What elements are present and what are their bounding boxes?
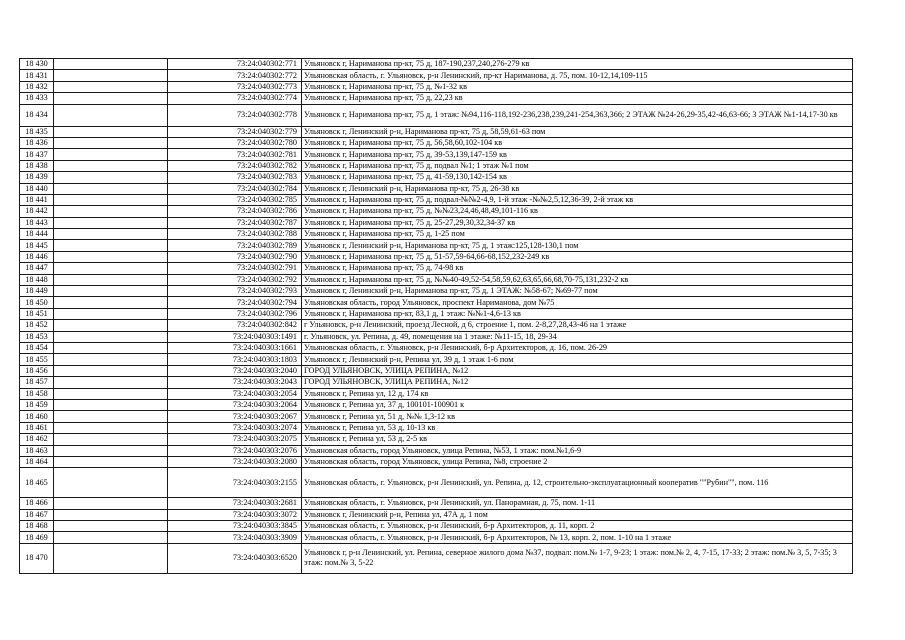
table-row: [20, 320, 853, 331]
row-number: 18 453: [20, 331, 54, 342]
empty-cell: [54, 240, 168, 251]
empty-cell: [54, 206, 168, 217]
row-number: 18 442: [20, 206, 54, 217]
address-cell: Ульяновская область, г. Ульяновск, р-н Ленинский, ул. Репина, д. 12, строительно-эксплуатационный кооператив ""Рубин"", пом. 116: [302, 468, 853, 498]
row-number: 18 447: [20, 263, 54, 274]
row-number: 18 461: [20, 422, 54, 433]
table-row: [20, 422, 853, 433]
empty-cell: [54, 468, 168, 498]
empty-cell: [54, 331, 168, 342]
address-cell: Ульяновск г, Нариманова пр-кт, 75 д, 39-53,139,147-159 кв: [302, 149, 853, 160]
address-cell: Ульяновск г, Нариманова пр-кт, 75 д, 56,58,60,102-104 кв: [302, 137, 853, 148]
cadastral-number: 73:24:040303:3845: [168, 521, 302, 532]
cadastral-number: 73:24:040302:778: [168, 104, 302, 126]
empty-cell: [54, 399, 168, 410]
empty-cell: [54, 320, 168, 331]
empty-cell: [54, 532, 168, 543]
cadastral-number: 73:24:040303:2080: [168, 456, 302, 467]
cadastral-number: 73:24:040302:842: [168, 320, 302, 331]
address-cell: Ульяновск г, Нариманова пр-кт, 75 д, 22,23 кв: [302, 93, 853, 104]
row-number: 18 469: [20, 532, 54, 543]
row-number: 18 452: [20, 320, 54, 331]
cadastral-number: 73:24:040302:792: [168, 274, 302, 285]
row-number: 18 431: [20, 70, 54, 81]
row-number: 18 457: [20, 377, 54, 388]
row-number: 18 432: [20, 81, 54, 92]
empty-cell: [54, 498, 168, 509]
table-row: [20, 126, 853, 137]
cadastral-number: 73:24:040303:2054: [168, 388, 302, 399]
address-cell: Ульяновская область, г. Ульяновск, р-н Ленинский, пр-кт Нариманова, д. 75, пом. 10-12,14,109-115: [302, 70, 853, 81]
empty-cell: [54, 251, 168, 262]
table-row: [20, 468, 853, 498]
row-number: 18 465: [20, 468, 54, 498]
row-number: 18 434: [20, 104, 54, 126]
row-number: 18 460: [20, 411, 54, 422]
empty-cell: [54, 456, 168, 467]
cadastral-number: 73:24:040303:2075: [168, 434, 302, 445]
empty-cell: [54, 59, 168, 70]
empty-cell: [54, 137, 168, 148]
row-number: 18 430: [20, 59, 54, 70]
table-row: [20, 308, 853, 319]
address-cell: Ульяновск г, Нариманова пр-кт, 75 д, №№23,24,46,48,49,101-116 кв: [302, 206, 853, 217]
cadastral-number: 73:24:040303:2064: [168, 399, 302, 410]
row-number: 18 466: [20, 498, 54, 509]
table-row: [20, 286, 853, 297]
empty-cell: [54, 104, 168, 126]
empty-cell: [54, 81, 168, 92]
cadastral-number: 73:24:040302:783: [168, 172, 302, 183]
cadastral-number: 73:24:040303:3072: [168, 509, 302, 520]
cadastral-number: 73:24:040302:794: [168, 297, 302, 308]
table-row: [20, 160, 853, 171]
empty-cell: [54, 274, 168, 285]
cadastral-number: 73:24:040302:793: [168, 286, 302, 297]
empty-cell: [54, 229, 168, 240]
cadastral-number: 73:24:040302:781: [168, 149, 302, 160]
cadastral-number: 73:24:040303:2040: [168, 365, 302, 376]
table-row: [20, 217, 853, 228]
row-number: 18 450: [20, 297, 54, 308]
table-row: [20, 93, 853, 104]
cadastral-number: 73:24:040302:788: [168, 229, 302, 240]
table-row: [20, 411, 853, 422]
table-row: [20, 229, 853, 240]
address-cell: Ульяновск г, Нариманова пр-кт, 75 д, 74-98 кв: [302, 263, 853, 274]
row-number: 18 436: [20, 137, 54, 148]
row-number: 18 446: [20, 251, 54, 262]
table-row: [20, 354, 853, 365]
empty-cell: [54, 342, 168, 353]
cadastral-number: 73:24:040302:785: [168, 194, 302, 205]
empty-cell: [54, 354, 168, 365]
address-cell: Ульяновск г, Нариманова пр-кт, 75 д, №1-32 кв: [302, 81, 853, 92]
row-number: 18 444: [20, 229, 54, 240]
row-number: 18 443: [20, 217, 54, 228]
table-row: [20, 498, 853, 509]
address-cell: Ульяновск г, Нариманова пр-кт, 75 д, подвал-№№2-4,9, 1-й этаж -№№2,5,12,36-39, 2-й этаж кв: [302, 194, 853, 205]
empty-cell: [54, 149, 168, 160]
empty-cell: [54, 388, 168, 399]
empty-cell: [54, 297, 168, 308]
cadastral-number: 73:24:040303:1661: [168, 342, 302, 353]
table-row: [20, 456, 853, 467]
address-cell: Ульяновск г, Ленинский р-н, Нариманова пр-кт, 75 д, 1 этаж:125,128-130,1 пом: [302, 240, 853, 251]
table-row: [20, 532, 853, 543]
table-row: [20, 388, 853, 399]
empty-cell: [54, 422, 168, 433]
cadastral-number: 73:24:040302:779: [168, 126, 302, 137]
table-row: [20, 70, 853, 81]
table-row: [20, 240, 853, 251]
cadastral-number: 73:24:040303:2076: [168, 445, 302, 456]
table-row: [20, 521, 853, 532]
cadastral-number: 73:24:040303:6520: [168, 543, 302, 573]
row-number: 18 456: [20, 365, 54, 376]
row-number: 18 455: [20, 354, 54, 365]
cadastral-number: 73:24:040303:2155: [168, 468, 302, 498]
cadastral-number: 73:24:040302:791: [168, 263, 302, 274]
table-row: [20, 377, 853, 388]
row-number: 18 433: [20, 93, 54, 104]
table-row: [20, 137, 853, 148]
empty-cell: [54, 194, 168, 205]
row-number: 18 458: [20, 388, 54, 399]
cadastral-number: 73:24:040302:772: [168, 70, 302, 81]
address-cell: Ульяновская область, г. Ульяновск, р-н Ленинский, б-р Архитекторов, д. 11, корп. 2: [302, 521, 853, 532]
empty-cell: [54, 521, 168, 532]
row-number: 18 449: [20, 286, 54, 297]
table-row: [20, 104, 853, 126]
row-number: 18 448: [20, 274, 54, 285]
table-row: [20, 297, 853, 308]
cadastral-number: 73:24:040302:786: [168, 206, 302, 217]
empty-cell: [54, 411, 168, 422]
table-body: [20, 59, 853, 574]
document-page: [19, 58, 852, 574]
table-row: [20, 81, 853, 92]
address-cell: ГОРОД УЛЬЯНОВСК, УЛИЦА РЕПИНА, №12: [302, 377, 853, 388]
cadastral-number: 73:24:040302:787: [168, 217, 302, 228]
cadastral-number: 73:24:040303:2681: [168, 498, 302, 509]
table-row: [20, 509, 853, 520]
row-number: 18 441: [20, 194, 54, 205]
row-number: 18 454: [20, 342, 54, 353]
table-row: [20, 445, 853, 456]
address-cell: Ульяновск г, Ленинский р-н, Нариманова пр-кт, 75 д, 26-38 кв: [302, 183, 853, 194]
empty-cell: [54, 509, 168, 520]
cadastral-number: 73:24:040303:3909: [168, 532, 302, 543]
address-cell: Ульяновск г, Репина ул, 51 д, №№ 1,3-12 кв: [302, 411, 853, 422]
cadastral-number: 73:24:040302:784: [168, 183, 302, 194]
table-row: [20, 365, 853, 376]
property-register-table: [19, 58, 853, 574]
table-row: [20, 263, 853, 274]
empty-cell: [54, 93, 168, 104]
address-cell: Ульяновск г, Нариманова пр-кт, 75 д, 25-27,29,30,32,34-37 кв: [302, 217, 853, 228]
empty-cell: [54, 172, 168, 183]
address-cell: Ульяновск г, р-н Ленинский, ул. Репина, северное жилого дома №37, подвал: пом.№ 1-7, 9-23; 1 этаж: пом.№ 2, 4, 7-15, 17-33; 2 этаж: пом.№ 3, 5, 7-35; 3 этаж: пом.№ 3, 5-22: [302, 543, 853, 573]
table-row: [20, 206, 853, 217]
row-number: 18 439: [20, 172, 54, 183]
address-cell: Ульяновск г, Ленинский р-н, Репина ул, 39 д, 1 этаж 1-6 пом: [302, 354, 853, 365]
empty-cell: [54, 377, 168, 388]
row-number: 18 463: [20, 445, 54, 456]
address-cell: Ульяновская область, город Ульяновск, улица Репина, №8, строение 2: [302, 456, 853, 467]
address-cell: г Ульяновск, р-н Ленинский, проезд Лесной, д 6, строение 1, пом. 2-8,27,28,43-46 на 1 этаже: [302, 320, 853, 331]
table-row: [20, 149, 853, 160]
table-row: [20, 194, 853, 205]
address-cell: Ульяновск г, Нариманова пр-кт, 75 д, подвал №1; 1 этаж №1 пом: [302, 160, 853, 171]
table-row: [20, 543, 853, 573]
table-row: [20, 172, 853, 183]
cadastral-number: 73:24:040303:1491: [168, 331, 302, 342]
cadastral-number: 73:24:040303:2043: [168, 377, 302, 388]
row-number: 18 440: [20, 183, 54, 194]
cadastral-number: 73:24:040303:2067: [168, 411, 302, 422]
address-cell: Ульяновск г, Нариманова пр-кт, 75 д, 41-59,130,142-154 кв: [302, 172, 853, 183]
address-cell: Ульяновск г, Нариманова пр-кт, 75 д, 51-57,59-64,66-68,152,232-249 кв: [302, 251, 853, 262]
row-number: 18 437: [20, 149, 54, 160]
empty-cell: [54, 286, 168, 297]
address-cell: Ульяновск г, Нариманова пр-кт, 75 д, 1-25 пом: [302, 229, 853, 240]
cadastral-number: 73:24:040302:790: [168, 251, 302, 262]
row-number: 18 451: [20, 308, 54, 319]
empty-cell: [54, 308, 168, 319]
empty-cell: [54, 365, 168, 376]
cadastral-number: 73:24:040302:774: [168, 93, 302, 104]
empty-cell: [54, 543, 168, 573]
address-cell: Ульяновск г, Нариманова пр-кт, 83,1 д, 1 этаж: №№1-4,6-13 кв: [302, 308, 853, 319]
row-number: 18 467: [20, 509, 54, 520]
empty-cell: [54, 434, 168, 445]
cadastral-number: 73:24:040302:782: [168, 160, 302, 171]
address-cell: Ульяновск г, Репина ул, 53 д, 2-5 кв: [302, 434, 853, 445]
address-cell: Ульяновск г, Репина ул, 53 д, 10-13 кв: [302, 422, 853, 433]
address-cell: Ульяновск г, Репина ул, 37 д, 100101-100901 к: [302, 399, 853, 410]
address-cell: г. Ульяновск, ул. Репина, д. 49, помещения на 1 этаже: №11-15, 18, 29-34: [302, 331, 853, 342]
table-row: [20, 331, 853, 342]
empty-cell: [54, 70, 168, 81]
address-cell: ГОРОД УЛЬЯНОВСК, УЛИЦА РЕПИНА, №12: [302, 365, 853, 376]
table-row: [20, 274, 853, 285]
address-cell: Ульяновск г, Нариманова пр-кт, 75 д, 187-190,237,240,276-279 кв: [302, 59, 853, 70]
address-cell: Ульяновск г, Ленинский р-н, Нариманова пр-кт, 75 д, 58,59,61-63 пом: [302, 126, 853, 137]
row-number: 18 459: [20, 399, 54, 410]
address-cell: Ульяновск г, Ленинский р-н, Нариманова пр-кт, 75 д, 1 ЭТАЖ: №58-67; №69-77 пом: [302, 286, 853, 297]
empty-cell: [54, 126, 168, 137]
address-cell: Ульяновская область, г. Ульяновск, р-н Ленинский, б-р Архитекторов, № 13, корп. 2, пом. 1-10 на 1 этаже: [302, 532, 853, 543]
empty-cell: [54, 445, 168, 456]
table-row: [20, 399, 853, 410]
cadastral-number: 73:24:040303:1803: [168, 354, 302, 365]
table-row: [20, 342, 853, 353]
row-number: 18 470: [20, 543, 54, 573]
address-cell: Ульяновск г, Репина ул, 12 д, 174 кв: [302, 388, 853, 399]
address-cell: Ульяновск г, Нариманова пр-кт, 75 д, №№40-49,52-54,58,59,62,63,65,66,68,70-75,131,232-2 кв: [302, 274, 853, 285]
address-cell: Ульяновская область, город Ульяновск, проспект Нариманова, дом №75: [302, 297, 853, 308]
row-number: 18 438: [20, 160, 54, 171]
empty-cell: [54, 160, 168, 171]
row-number: 18 468: [20, 521, 54, 532]
table-row: [20, 59, 853, 70]
empty-cell: [54, 263, 168, 274]
address-cell: Ульяновская область, город Ульяновск, улица Репина, №53, 1 этаж: пом.№1,6-9: [302, 445, 853, 456]
row-number: 18 462: [20, 434, 54, 445]
address-cell: Ульяновск г, Нариманова пр-кт, 75 д, 1 этаж: №94,116-118,192-236,238,239,241-254,363,366; 2 ЭТАЖ №24-26,29-35,42-46,63-66; 3 ЭТАЖ №1-14,17-30 кв: [302, 104, 853, 126]
table-row: [20, 183, 853, 194]
address-cell: Ульяновская область, г. Ульяновск, р-н Ленинский, б-р Архитекторов, д. 16, пом. 26-29: [302, 342, 853, 353]
row-number: 18 435: [20, 126, 54, 137]
table-row: [20, 251, 853, 262]
empty-cell: [54, 217, 168, 228]
cadastral-number: 73:24:040302:780: [168, 137, 302, 148]
empty-cell: [54, 183, 168, 194]
cadastral-number: 73:24:040302:771: [168, 59, 302, 70]
cadastral-number: 73:24:040302:796: [168, 308, 302, 319]
cadastral-number: 73:24:040303:2074: [168, 422, 302, 433]
row-number: 18 445: [20, 240, 54, 251]
cadastral-number: 73:24:040302:789: [168, 240, 302, 251]
cadastral-number: 73:24:040302:773: [168, 81, 302, 92]
address-cell: Ульяновск г, Ленинский р-н, Репина ул, 47А д, 1 пом: [302, 509, 853, 520]
row-number: 18 464: [20, 456, 54, 467]
table-row: [20, 434, 853, 445]
address-cell: Ульяновская область, г. Ульяновск, р-н Ленинский, ул. Панорамная, д. 75, пом. 1-11: [302, 498, 853, 509]
